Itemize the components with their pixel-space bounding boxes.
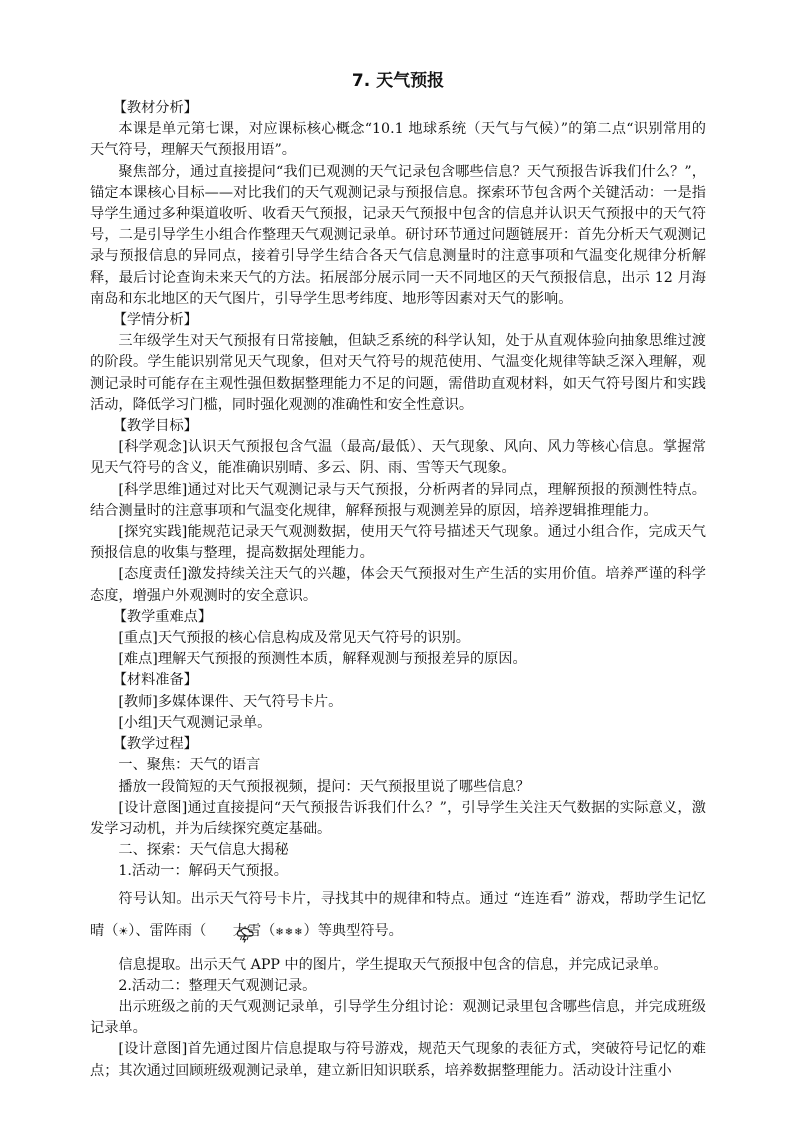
paragraph: 本课是单元第七课，对应课标核心概念“10.1 地球系统（天气与气候）”的第二点“识别常用的天气符号，理解天气预报用语”。 <box>90 121 706 159</box>
paragraph: [态度责任]激发持续关注天气的兴趣，体会天气预报对生产生活的实用价值。培养严谨的科学态度，增强户外观测时的安全意识。 <box>90 566 706 604</box>
activity-heading: 1.活动一：解码天气预报。 <box>118 863 288 880</box>
activity-heading: 2.活动二：整理天气观测记录。 <box>118 977 317 994</box>
paragraph: [难点]理解天气预报的预测性本质，解释观测与预报差异的原因。 <box>118 651 527 668</box>
text-run: 大雪（ <box>228 922 276 939</box>
paragraph: 出示班级之前的天气观测记录单，引导学生分组讨论：观测记录里包含哪些信息，并完成班级记录单。 <box>90 998 706 1037</box>
section-heading-process: 【教学过程】 <box>112 736 198 753</box>
section-heading-key-points: 【教学重难点】 <box>112 608 213 625</box>
paragraph: 信息提取。出示天气 APP 中的图片，学生提取天气预报中包含的信息，并完成记录单。 <box>118 956 668 973</box>
text-run: ）等典型符号。 <box>303 922 403 939</box>
paragraph: [设计意图]首先通过图片信息提取与符号游戏，规范天气现象的表征方式，突破符号记忆的难点；其次通过回顾班级观测记录单，建立新旧知识联系，培养数据整理能力。活动设计注重小 <box>90 1041 706 1079</box>
paragraph: [重点]天气预报的核心信息构成及常见天气符号的识别。 <box>118 630 470 647</box>
paragraph: [教师]多媒体课件、天气符号卡片。 <box>118 693 343 710</box>
paragraph: [设计意图]通过直接提问“天气预报告诉我们什么？”，引导学生关注天气数据的实际意义，激发学习动机，并为后续探究奠定基础。 <box>90 799 706 837</box>
section-heading-student: 【学情分析】 <box>112 312 198 329</box>
paragraph: 播放一段简短的天气预报视频，提问：天气预报里说了哪些信息？ <box>118 778 530 795</box>
paragraph: [科学观念]认识天气预报包含气温（最高/最低）、天气现象、风向、风力等核心信息。掌握常见天气符号的含义，能准确识别晴、多云、阴、雨、雪等天气现象。 <box>90 439 706 477</box>
text-run: 符号认知。出示天气符号卡片，寻找其中的规律和特点。通过 “连连看” 游戏，帮助学生记忆晴（ <box>90 890 706 939</box>
subheading: 一、聚焦：天气的语言 <box>118 757 261 774</box>
sun-icon: ☀ <box>118 924 129 938</box>
paragraph: [小组]天气观测记录单。 <box>118 714 272 731</box>
paragraph: [科学思维]通过对比天气观测记录与天气预报，分析两者的异同点，理解预报的预测性特点。结合测量时的注意事项和气温变化规律，解释预报与观测差异的原因，培养逻辑推理能力。 <box>90 481 706 519</box>
section-heading-goals: 【教学目标】 <box>112 418 198 435</box>
page-title: 7. 天气预报 <box>351 71 445 91</box>
snow-icon: ❄❄❄ <box>275 926 304 938</box>
document-page <box>90 68 706 1082</box>
paragraph-symbols <box>90 883 706 949</box>
section-heading-analysis: 【教材分析】 <box>112 100 198 116</box>
text-run: ）、雷阵雨（ <box>128 922 207 939</box>
paragraph: 三年级学生对天气预报有日常接触，但缺乏系统的科学认知，处于从直观体验向抽象思维过渡的阶段。学生能识别常见天气现象，但对天气符号的规范使用、气温变化规律等缺乏深入理解，观测记录时可能存在主观性强但数据整理能力不足的问题，需借助直观材料，如天气符号图片和实践活动，降低学习门槛，同时强化观测的准确性和安全性意识。 <box>90 333 706 413</box>
paragraph: 聚焦部分，通过直接提问“我们已观测的天气记录包含哪些信息？天气预报告诉我们什么？”，锚定本课核心目标——对比我们的天气观测记录与预报信息。探索环节包含两个关键活动：一是指导学生通过多种渠道收听、收看天气预报，记录天气预报中包含的信息并认识天气预报中的天气符号，二是引导学生小组合作整理天气观测记录单。研讨环节通过问题链展开：首先分析天气观测记录与预报信息的异同点，接着引导学生结合各天气信息测量时的注意事项和气温变化规律分析解释，最后讨论查询未来天气的方法。拓展部分展示同一天不同地区的天气预报信息，出示 12 月海南岛和东北地区的天气图片，引导学生思考纬度、地形等因素对天气的影响。 <box>90 163 706 307</box>
subheading: 二、探索：天气信息大揭秘 <box>118 842 289 859</box>
paragraph: [探究实践]能规范记录天气观测数据，使用天气符号描述天气现象。通过小组合作，完成天气预报信息的收集与整理，提高数据处理能力。 <box>90 524 706 562</box>
thunderstorm-icon <box>207 923 227 939</box>
section-heading-materials: 【材料准备】 <box>112 672 198 689</box>
